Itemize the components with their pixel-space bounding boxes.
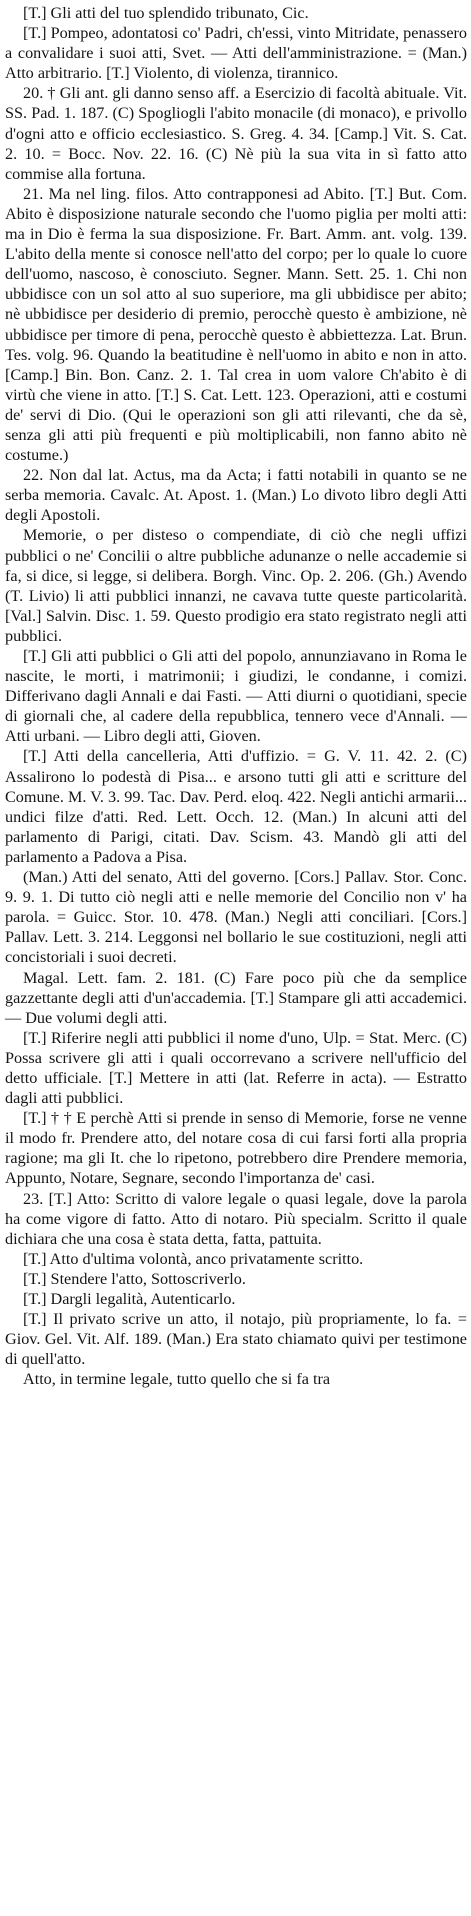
paragraph-section-23: 23. [T.] Atto: Scritto di valore legale o quasi legale, dove la parola ha come vigore di fatto. Atto di notaro. Più specialm. Scritto il quale dichiara che una cosa è stata detta, fatta, pattuita. [5,1189,467,1248]
paragraph: (Man.) Atti del senato, Atti del governo. [Cors.] Pallav. Stor. Conc. 9. 9. 1. Di tutto ciò negli atti e nelle memorie del Concilio non v' ha parola. = Guicc. Stor. 10. 478. (Man.) Negli atti conciliari. [Cors.] Pallav. Lett. 3. 214. Leggonsi nel bollario le sue costituzioni, negli atti concistoriali i suoi decreti. [5,868,467,967]
paragraph: [T.] Pompeo, adontatosi co' Padri, ch'essi, vinto Mitridate, penassero a convalidare i suoi atti, Svet. — Atti dell'amministrazione. = (Man.) Atto arbitrario. [T.] Violento, di violenza, tirannico. [5,24,467,83]
paragraph: [T.] Atti della cancelleria, Atti d'uffizio. = G. V. 11. 42. 2. (C) Assalirono lo podestà di Pisa... e arsono tutti gli atti e scritture del Comune. M. V. 3. 99. Tac. Dav. Perd. eloq. 422. Negli antichi armarii... undici filze d'atti. Red. Lett. Occh. 12. (Man.) In alcuni atti del parlamento di Parigi, citati. Dav. Scism. 43. Mandò gli atti del parlamento a Padova a Pisa. [5,747,467,866]
paragraph-section-22: 22. Non dal lat. Actus, ma da Acta; i fatti notabili in quanto se ne serba memoria. Cavalc. At. Apost. 1. (Man.) Lo divoto libro degli Atti degli Apostoli. [5,466,467,525]
paragraph: [T.] Atto d'ultima volontà, anco privatamente scritto. [23,1249,364,1268]
paragraph: Memorie, o per disteso o compendiate, di ciò che negli uffizi pubblici o ne' Concilii o altre pubbliche adunanze o nelle accademie si fa, si dice, si legge, si delibera. Borgh. Vinc. Op. 2. 206. (Gh.) Avendo (T. Livio) li atti pubblici innanzi, ne cavava tutte queste particolarità. [Val.] Salvin. Disc. 1. 59. Questo prodigio era stato registrato negli atti pubblici. [5,526,467,645]
paragraph: [T.] Gli atti pubblici o Gli atti del popolo, annunziavano in Roma le nascite, le morti, i matrimonii; i giudizi, le condanne, i comizi. Differivano dagli Annali e dai Fasti. — Atti diurni o quotidiani, specie di giornali che, al cadere della repubblica, tennero vece d'Annali. — Atti urbani. — Libro degli atti, Gioven. [5,647,467,746]
paragraph: [T.] Il privato scrive un atto, il notajo, più propriamente, lo fa. = Giov. Gel. Vit. Alf. 189. (Man.) Era stato chiamato quivi per testimone di quell'atto. [5,1310,467,1369]
paragraph: [T.] † † E perchè Atti si prende in senso di Memorie, forse ne venne il modo fr. Prendere atto, del notare cosa di cui farsi forti alla propria ragione; ma gli It. che lo ripetono, potrebbero dire Prendere memoria, Appunto, Notare, Segnare, secondo l'importanza de' casi. [5,1109,467,1188]
paragraph-section-21: 21. Ma nel ling. filos. Atto contrapponesi ad Abito. [T.] But. Com. Abito è disposizione naturale secondo che l'uomo piglia per molti atti: ma in Dio è ferma la sua disposizione. Fr. Bart. Amm. ant. volg. 139. L'abito della mente si conosce nell'atto del corpo; per lo quale lo cuore dell'uomo, nascoso, è conosciuto. Segner. Mann. Sett. 25. 1. Chi non ubbidisce con un sol atto al suo superiore, ma gli ubbidisce per abito; nè ubbidisce per desiderio di premio, perocchè questo è ambizione, nè ubbidisce per timore di pena, perocchè questo è abbiettezza. Lat. Brun. Tes. volg. 96. Quando la beatitudine è nell'uomo in abito e non in atto. [Camp.] Bin. Bon. Canz. 2. 1. Tal crea in uom valore Ch'abito è di virtù che viene in atto. [T.] S. Cat. Lett. 123. Operazioni, atti e costumi de' servi di Dio. (Qui le operazioni son gli atti rilevanti, che da sè, senza gli atti più frequenti e più moltiplicabili, non fanno abito nè costume.) [5,184,467,465]
paragraph: [T.] Gli atti del tuo splendido tribunato, Cic. [23,4,309,22]
paragraph: [T.] Stendere l'atto, Sottoscriverlo. [23,1269,246,1288]
paragraph: Magal. Lett. fam. 2. 181. (C) Fare poco più che da semplice gazzettante degli atti d'un'accademia. [T.] Stampare gli atti accademici. — Due volumi degli atti. [5,968,467,1027]
paragraph-section-20: 20. † Gli ant. gli danno senso aff. a Esercizio di facoltà abituale. Vit. SS. Pad. 1. 187. (C) Spogliogli l'abito monacile (di monaco), e privollo d'ogni atto e officio ecclesiastico. S. Greg. 4. 34. [Camp.] Vit. S. Cat. 2. 10. = Bocc. Nov. 22. 16. (C) Nè più la sua vita in sì fatto atto commise alla fortuna. [5,84,467,183]
paragraph: Atto, in termine legale, tutto quello che si fa tra [23,1370,331,1389]
paragraph: [T.] Riferire negli atti pubblici il nome d'uno, Ulp. = Stat. Merc. (C) Possa scrivere gli atti i quali occorrevano a scrivere nell'ufficio del detto ufficiale. [T.] Mettere in atti (lat. Referre in acta). — Estratto dagli atti pubblici. [5,1028,467,1108]
paragraph: [T.] Dargli legalità, Autenticarlo. [23,1290,236,1308]
